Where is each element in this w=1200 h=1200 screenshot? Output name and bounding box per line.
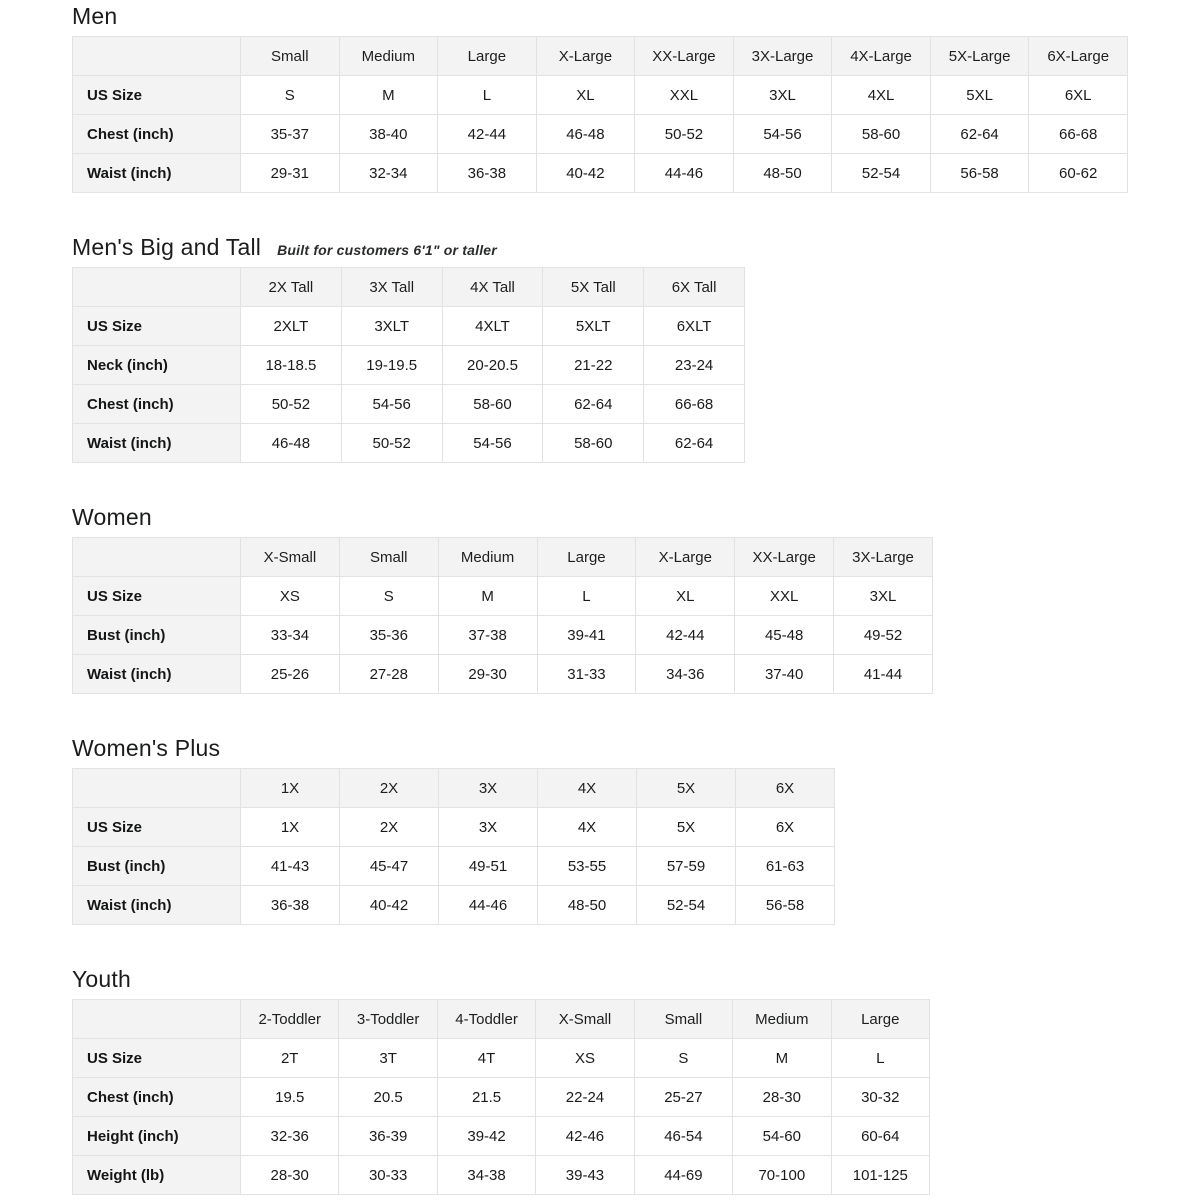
size-cell: 27-28 — [339, 655, 438, 694]
column-header: 4X Tall — [442, 268, 543, 307]
size-cell: 35-36 — [339, 616, 438, 655]
table-row — [73, 76, 1128, 115]
corner-cell — [73, 37, 241, 76]
size-cell: 50-52 — [341, 424, 442, 463]
corner-cell — [73, 268, 241, 307]
table-row — [73, 1117, 930, 1156]
size-cell: 101-125 — [831, 1156, 929, 1195]
column-header: 3X Tall — [341, 268, 442, 307]
column-header: 2X Tall — [241, 268, 342, 307]
size-cell: 36-38 — [438, 154, 537, 193]
header-row — [73, 769, 835, 808]
column-header: 1X — [241, 769, 340, 808]
section-head — [72, 734, 1200, 762]
row-label: Waist (inch) — [73, 886, 241, 925]
column-header: 6X Tall — [644, 268, 745, 307]
size-cell: 48-50 — [733, 154, 832, 193]
size-cell: 5XLT — [543, 307, 644, 346]
table-row — [73, 616, 933, 655]
size-cell: 70-100 — [733, 1156, 831, 1195]
size-cell: 62-64 — [543, 385, 644, 424]
size-cell: 42-44 — [636, 616, 735, 655]
size-cell: 46-48 — [536, 115, 635, 154]
size-cell: 41-43 — [241, 847, 340, 886]
size-cell: 29-31 — [241, 154, 340, 193]
column-header: Small — [241, 37, 340, 76]
table-row — [73, 346, 745, 385]
table-row — [73, 115, 1128, 154]
size-cell: 19-19.5 — [341, 346, 442, 385]
size-cell: 6XLT — [644, 307, 745, 346]
size-cell: 3X — [439, 808, 538, 847]
size-cell: 3T — [339, 1039, 437, 1078]
row-label: US Size — [73, 577, 241, 616]
row-label: US Size — [73, 307, 241, 346]
size-cell: 23-24 — [644, 346, 745, 385]
size-cell: 44-46 — [635, 154, 734, 193]
table-row — [73, 307, 745, 346]
size-cell: 22-24 — [536, 1078, 634, 1117]
section-youth — [72, 965, 1200, 1195]
row-label: Height (inch) — [73, 1117, 241, 1156]
column-header: X-Small — [536, 1000, 634, 1039]
size-cell: 3XL — [834, 577, 933, 616]
size-cell: 30-33 — [339, 1156, 437, 1195]
size-cell: 37-38 — [438, 616, 537, 655]
size-cell: 29-30 — [438, 655, 537, 694]
size-cell: 18-18.5 — [241, 346, 342, 385]
size-cell: 49-52 — [834, 616, 933, 655]
size-cell: 4XLT — [442, 307, 543, 346]
size-cell: L — [831, 1039, 929, 1078]
size-cell: M — [438, 577, 537, 616]
column-header: 5X Tall — [543, 268, 644, 307]
column-header: 3X-Large — [733, 37, 832, 76]
row-label: Chest (inch) — [73, 385, 241, 424]
table-row — [73, 655, 933, 694]
size-cell: 25-26 — [241, 655, 340, 694]
row-label: Weight (lb) — [73, 1156, 241, 1195]
size-cell: 62-64 — [930, 115, 1029, 154]
section-women — [72, 503, 1200, 694]
size-cell: 35-37 — [241, 115, 340, 154]
men-big-tall-size-table — [72, 267, 745, 463]
size-cell: 3XL — [733, 76, 832, 115]
table-row — [73, 1039, 930, 1078]
size-cell: 6X — [736, 808, 835, 847]
header-row — [73, 1000, 930, 1039]
column-header: 6X-Large — [1029, 37, 1128, 76]
size-cell: 66-68 — [1029, 115, 1128, 154]
womens-plus-size-table — [72, 768, 835, 925]
column-header: 3X-Large — [834, 538, 933, 577]
column-header: 4X — [538, 769, 637, 808]
size-cell: M — [339, 76, 438, 115]
size-cell: 40-42 — [340, 886, 439, 925]
section-title: Women — [72, 504, 152, 530]
size-cell: 42-46 — [536, 1117, 634, 1156]
corner-cell — [73, 538, 241, 577]
size-cell: 58-60 — [442, 385, 543, 424]
column-header: Small — [634, 1000, 732, 1039]
size-cell: 50-52 — [241, 385, 342, 424]
size-cell: XXL — [735, 577, 834, 616]
row-label: Waist (inch) — [73, 154, 241, 193]
size-cell: S — [339, 577, 438, 616]
column-header: Large — [831, 1000, 929, 1039]
column-header: X-Large — [636, 538, 735, 577]
men-size-table — [72, 36, 1128, 193]
size-cell: 46-48 — [241, 424, 342, 463]
size-cell: 20-20.5 — [442, 346, 543, 385]
size-cell: 37-40 — [735, 655, 834, 694]
row-label: Waist (inch) — [73, 655, 241, 694]
size-cell: 40-42 — [536, 154, 635, 193]
size-cell: 20.5 — [339, 1078, 437, 1117]
column-header: Medium — [339, 37, 438, 76]
table-row — [73, 577, 933, 616]
size-cell: 39-41 — [537, 616, 636, 655]
size-cell: 30-32 — [831, 1078, 929, 1117]
size-cell: 34-38 — [437, 1156, 535, 1195]
header-row — [73, 37, 1128, 76]
size-cell: 33-34 — [241, 616, 340, 655]
section-head — [72, 233, 1200, 261]
youth-size-table — [72, 999, 930, 1195]
column-header: Small — [339, 538, 438, 577]
column-header: 5X-Large — [930, 37, 1029, 76]
size-cell: 54-60 — [733, 1117, 831, 1156]
size-cell: 31-33 — [537, 655, 636, 694]
size-cell: 53-55 — [538, 847, 637, 886]
size-cell: 52-54 — [832, 154, 931, 193]
size-cell: 25-27 — [634, 1078, 732, 1117]
size-cell: 21.5 — [437, 1078, 535, 1117]
column-header: 5X — [637, 769, 736, 808]
table-row — [73, 886, 835, 925]
size-cell: 1X — [241, 808, 340, 847]
column-header: Large — [537, 538, 636, 577]
size-cell: 44-69 — [634, 1156, 732, 1195]
size-cell: 58-60 — [832, 115, 931, 154]
size-cell: 2XLT — [241, 307, 342, 346]
column-header: Large — [438, 37, 537, 76]
column-header: 4-Toddler — [437, 1000, 535, 1039]
corner-cell — [73, 1000, 241, 1039]
size-cell: 56-58 — [736, 886, 835, 925]
size-cell: 49-51 — [439, 847, 538, 886]
row-label: Chest (inch) — [73, 115, 241, 154]
size-cell: 61-63 — [736, 847, 835, 886]
column-header: XX-Large — [635, 37, 734, 76]
row-label: US Size — [73, 76, 241, 115]
size-cell: 34-36 — [636, 655, 735, 694]
size-cell: 39-43 — [536, 1156, 634, 1195]
section-womens-plus — [72, 734, 1200, 925]
column-header: X-Large — [536, 37, 635, 76]
corner-cell — [73, 769, 241, 808]
size-cell: 58-60 — [543, 424, 644, 463]
section-men — [72, 2, 1200, 193]
size-cell: 28-30 — [733, 1078, 831, 1117]
size-cell: 2X — [340, 808, 439, 847]
section-head — [72, 965, 1200, 993]
size-cell: 54-56 — [733, 115, 832, 154]
size-cell: 42-44 — [438, 115, 537, 154]
size-cell: 57-59 — [637, 847, 736, 886]
column-header: 3X — [439, 769, 538, 808]
size-cell: 36-38 — [241, 886, 340, 925]
section-title: Men — [72, 3, 118, 29]
row-label: Bust (inch) — [73, 616, 241, 655]
section-title: Youth — [72, 966, 131, 992]
section-head — [72, 503, 1200, 531]
size-cell: 32-36 — [241, 1117, 339, 1156]
size-cell: 56-58 — [930, 154, 1029, 193]
column-header: 3-Toddler — [339, 1000, 437, 1039]
table-row — [73, 847, 835, 886]
size-cell: 60-64 — [831, 1117, 929, 1156]
section-title: Women's Plus — [72, 735, 221, 761]
row-label: US Size — [73, 808, 241, 847]
size-cell: 48-50 — [538, 886, 637, 925]
section-men-big-tall — [72, 233, 1200, 463]
table-row — [73, 1156, 930, 1195]
table-row — [73, 154, 1128, 193]
column-header: 2-Toddler — [241, 1000, 339, 1039]
size-cell: 54-56 — [341, 385, 442, 424]
row-label: Waist (inch) — [73, 424, 241, 463]
size-cell: XXL — [635, 76, 734, 115]
row-label: Neck (inch) — [73, 346, 241, 385]
size-cell: 62-64 — [644, 424, 745, 463]
size-cell: 66-68 — [644, 385, 745, 424]
size-cell: 39-42 — [437, 1117, 535, 1156]
size-cell: 50-52 — [635, 115, 734, 154]
size-cell: 41-44 — [834, 655, 933, 694]
size-cell: 21-22 — [543, 346, 644, 385]
section-head — [72, 2, 1200, 30]
column-header: Medium — [438, 538, 537, 577]
size-cell: 38-40 — [339, 115, 438, 154]
size-cell: 46-54 — [634, 1117, 732, 1156]
size-cell: 5XL — [930, 76, 1029, 115]
size-cell: S — [634, 1039, 732, 1078]
size-cell: 32-34 — [339, 154, 438, 193]
size-cell: M — [733, 1039, 831, 1078]
size-cell: XS — [536, 1039, 634, 1078]
size-cell: 4T — [437, 1039, 535, 1078]
size-cell: 5X — [637, 808, 736, 847]
size-cell: L — [438, 76, 537, 115]
size-cell: 45-48 — [735, 616, 834, 655]
size-cell: 36-39 — [339, 1117, 437, 1156]
column-header: 4X-Large — [832, 37, 931, 76]
size-cell: S — [241, 76, 340, 115]
size-cell: XL — [536, 76, 635, 115]
size-cell: 6XL — [1029, 76, 1128, 115]
column-header: Medium — [733, 1000, 831, 1039]
size-cell: 60-62 — [1029, 154, 1128, 193]
section-title: Men's Big and Tall — [72, 234, 262, 260]
header-row — [73, 538, 933, 577]
row-label: Bust (inch) — [73, 847, 241, 886]
size-cell: 4XL — [832, 76, 931, 115]
section-subtitle: Built for customers 6'1" or taller — [277, 242, 497, 258]
table-row — [73, 385, 745, 424]
size-cell: 19.5 — [241, 1078, 339, 1117]
size-cell: 52-54 — [637, 886, 736, 925]
size-cell: 28-30 — [241, 1156, 339, 1195]
size-cell: 45-47 — [340, 847, 439, 886]
size-cell: 54-56 — [442, 424, 543, 463]
column-header: 6X — [736, 769, 835, 808]
table-row — [73, 1078, 930, 1117]
column-header: XX-Large — [735, 538, 834, 577]
size-cell: XS — [241, 577, 340, 616]
size-cell: 4X — [538, 808, 637, 847]
row-label: Chest (inch) — [73, 1078, 241, 1117]
row-label: US Size — [73, 1039, 241, 1078]
size-cell: 3XLT — [341, 307, 442, 346]
women-size-table — [72, 537, 933, 694]
table-row — [73, 424, 745, 463]
table-row — [73, 808, 835, 847]
column-header: X-Small — [241, 538, 340, 577]
size-cell: 44-46 — [439, 886, 538, 925]
size-cell: L — [537, 577, 636, 616]
column-header: 2X — [340, 769, 439, 808]
size-cell: XL — [636, 577, 735, 616]
size-cell: 2T — [241, 1039, 339, 1078]
header-row — [73, 268, 745, 307]
